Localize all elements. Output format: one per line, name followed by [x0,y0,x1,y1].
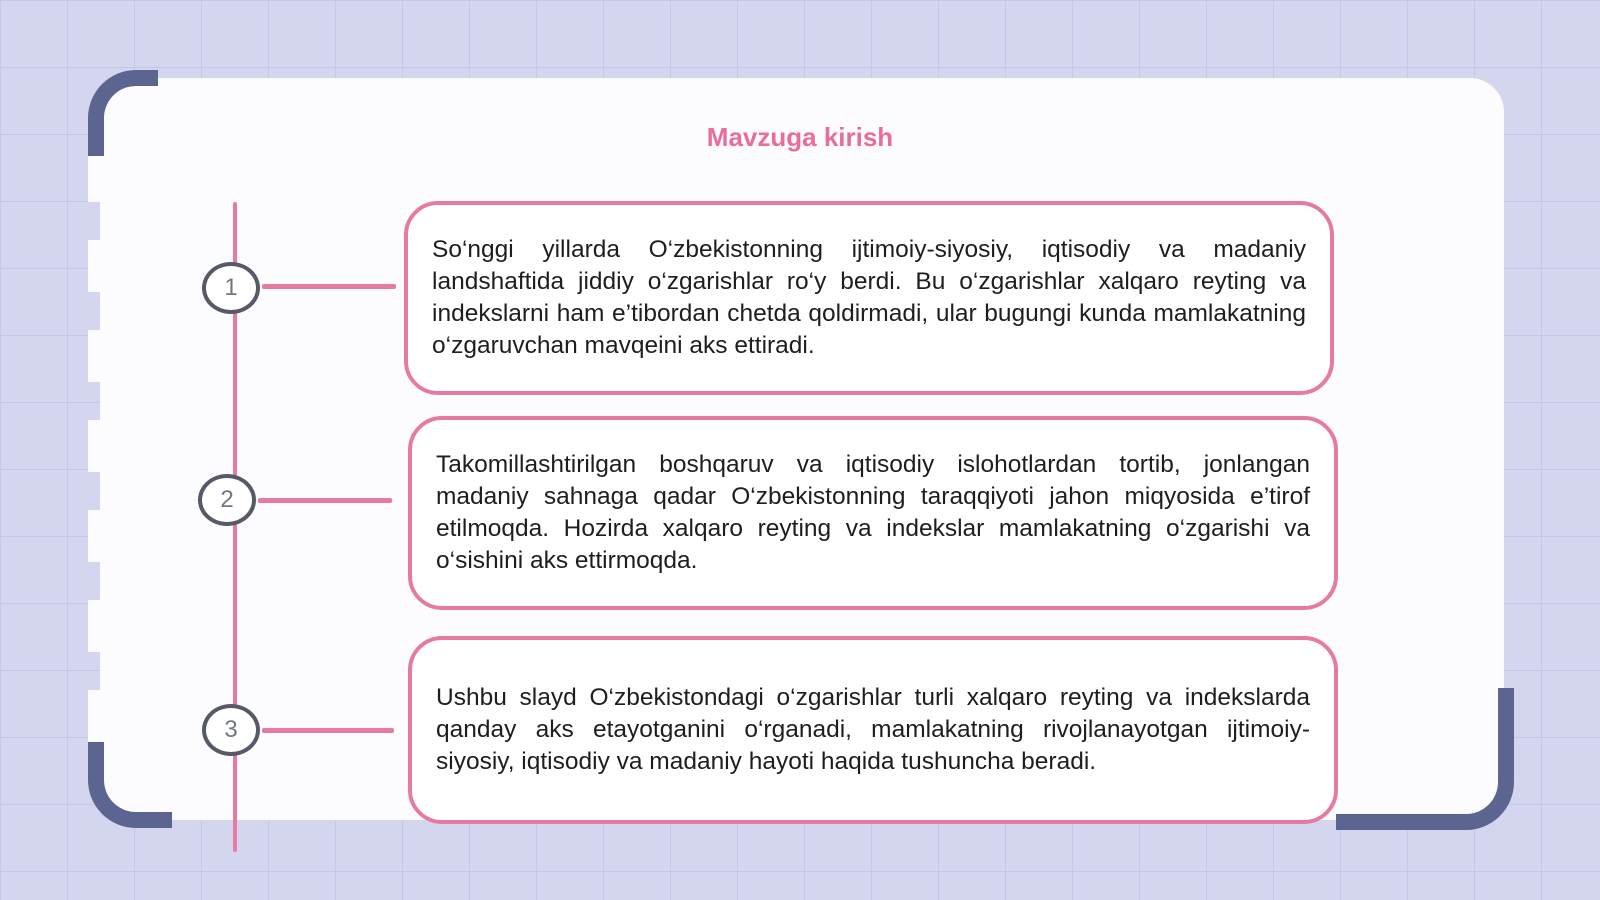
info-box-3 [408,636,1338,824]
step-number-1: 1 [202,262,260,314]
info-box-1 [404,201,1334,395]
corner-bracket-bottom-left [88,742,172,828]
step-number-3: 3 [202,704,260,756]
step-number-2: 2 [198,474,256,526]
slide-title: Mavzuga kirish [706,122,894,152]
info-box-2 [408,416,1338,610]
timeline-connector [262,284,396,289]
info-text-2: Takomillashtirilgan boshqaruv va iqtisodiy islohotlardan tortib, jonlangan madaniy sahnaga qadar O‘zbekistonning taraqqiyoti jahon miqyosida e’tirof etilmoqda. Hozirda xalqaro reyting va indekslar mamlakatning o‘zgarishi va o‘sishini aks ettirmoqda. [436,451,1310,574]
info-text-1: So‘nggi yillarda O‘zbekistonning ijtimoiy-siyosiy, iqtisodiy va madaniy landshaftida jiddiy o‘zgarishlar ro‘y berdi. Bu o‘zgarishlar xalqaro reyting va indekslarni ham e’tibordan chetda qoldirmadi, ular bugungi kunda mamlakatning o‘zgaruvchan mavqeini aks ettiradi. [432,236,1306,359]
timeline-connector [258,498,392,503]
corner-bracket-bottom-right [1336,688,1514,830]
info-text-3: Ushbu slayd O‘zbekistondagi o‘zgarishlar turli xalqaro reyting va indekslarda qanday aks etayotganini o‘rganadi, mamlakatning rivojlanayotgan ijtimoiy-siyosiy, iqtisodiy va madaniy hayoti haqida tushuncha beradi. [436,684,1310,775]
timeline-connector [262,728,394,733]
